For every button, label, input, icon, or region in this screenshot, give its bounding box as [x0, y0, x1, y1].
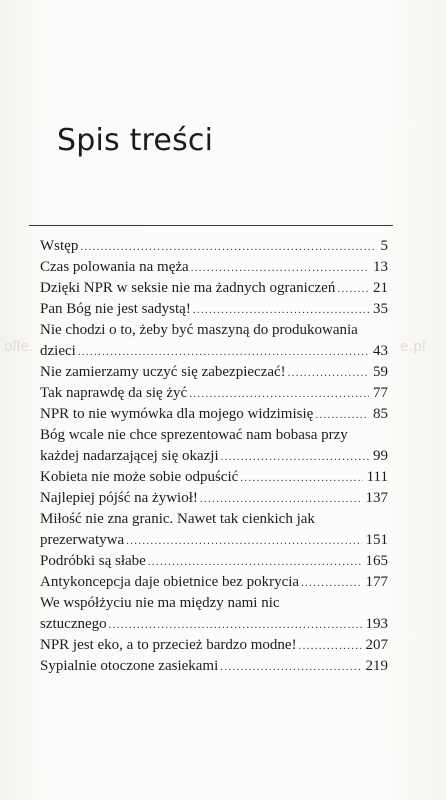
dot-leader [126, 531, 361, 552]
toc-entry-page: 193 [365, 616, 388, 632]
toc-entry-title: Bóg wcale nie chce sprezentować nam bobasa przy [40, 427, 348, 443]
toc-entry-page: 13 [373, 259, 388, 275]
dot-leader [315, 405, 369, 426]
toc-entry-title: dzieci [40, 343, 76, 359]
dot-leader [288, 363, 369, 384]
toc-entry-title: NPR jest eko, a to przecież bardzo modne! [40, 637, 297, 653]
dot-leader [191, 258, 369, 279]
toc-entry-continued [40, 509, 388, 530]
dot-leader [189, 384, 369, 405]
toc-entry-title: Antykoncepcja daje obietnice bez pokrycia [40, 574, 300, 590]
toc-entry [40, 635, 388, 656]
toc-entry [40, 572, 388, 593]
page-title: Spis treści [57, 123, 214, 158]
divider-line [29, 225, 393, 226]
dot-leader [220, 657, 361, 678]
toc-entry [40, 467, 388, 488]
toc-entry-title: NPR to nie wymówka dla mojego widzimisię [40, 406, 314, 422]
toc-entry-page: 59 [373, 364, 388, 380]
toc-entry [40, 530, 388, 551]
toc-entry-page: 137 [365, 490, 388, 506]
toc-entry [40, 257, 388, 278]
toc-entry-page: 43 [373, 343, 388, 359]
toc-entry-page: 111 [366, 469, 388, 485]
toc-entry [40, 341, 388, 362]
toc-entry-title: Sypialnie otoczone zasiekami [40, 658, 219, 674]
toc-entry [40, 488, 388, 509]
toc-entry-page: 99 [373, 448, 388, 464]
toc-entry-title: Nie chodzi o to, żeby być maszyną do produkowania [40, 322, 358, 338]
dot-leader [200, 489, 362, 510]
dot-leader [299, 636, 362, 657]
toc-entry-title: Pan Bóg nie jest sadystą! [40, 301, 191, 317]
toc-entry-continued [40, 425, 388, 446]
toc-entry-title: Tak naprawdę da się żyć [40, 385, 188, 401]
toc-entry-title: sztucznego [40, 616, 107, 632]
toc-entry-page: 151 [365, 532, 388, 548]
dot-leader [109, 615, 362, 636]
table-of-contents [40, 236, 388, 677]
watermark-left: olle. [4, 339, 34, 355]
dot-leader [301, 573, 361, 594]
dot-leader [221, 447, 369, 468]
toc-entry-continued [40, 320, 388, 341]
toc-entry [40, 404, 388, 425]
dot-leader [240, 468, 362, 489]
toc-entry-page: 177 [365, 574, 388, 590]
toc-entry [40, 656, 388, 677]
toc-entry [40, 236, 388, 257]
toc-entry-page: 35 [373, 301, 388, 317]
dot-leader [78, 342, 369, 363]
watermark-right: e.pl [400, 339, 426, 355]
dot-leader [148, 552, 362, 573]
toc-entry [40, 551, 388, 572]
toc-entry-title: Wstęp [40, 238, 79, 254]
toc-entry-title: Podróbki są słabe [40, 553, 146, 569]
toc-entry [40, 383, 388, 404]
toc-entry-page: 219 [365, 658, 388, 674]
toc-entry-title: Dzięki NPR w seksie nie ma żadnych ograniczeń [40, 280, 336, 296]
dot-leader [337, 279, 369, 300]
toc-entry-page: 207 [365, 637, 388, 653]
dot-leader [193, 300, 369, 321]
toc-entry-title: Kobieta nie może sobie odpuścić [40, 469, 239, 485]
toc-entry [40, 299, 388, 320]
toc-entry-page: 77 [373, 385, 388, 401]
toc-entry-title: Miłość nie zna granic. Nawet tak cienkich jak [40, 511, 315, 527]
toc-entry-title: Czas polowania na męża [40, 259, 189, 275]
toc-entry-continued [40, 593, 388, 614]
toc-entry [40, 614, 388, 635]
dot-leader [80, 237, 376, 258]
toc-entry [40, 446, 388, 467]
toc-entry-title: Nie zamierzamy uczyć się zabezpieczać! [40, 364, 286, 380]
toc-entry-page: 165 [365, 553, 388, 569]
toc-entry [40, 362, 388, 383]
toc-entry-title: każdej nadarzającej się okazji [40, 448, 219, 464]
toc-entry-title: Najlepiej pójść na żywioł! [40, 490, 198, 506]
toc-entry-page: 21 [373, 280, 388, 296]
toc-entry-title: We współżyciu nie ma między nami nic [40, 595, 280, 611]
toc-entry [40, 278, 388, 299]
toc-entry-title: prezerwatywa [40, 532, 125, 548]
toc-entry-page: 5 [380, 238, 388, 254]
toc-entry-page: 85 [373, 406, 388, 422]
